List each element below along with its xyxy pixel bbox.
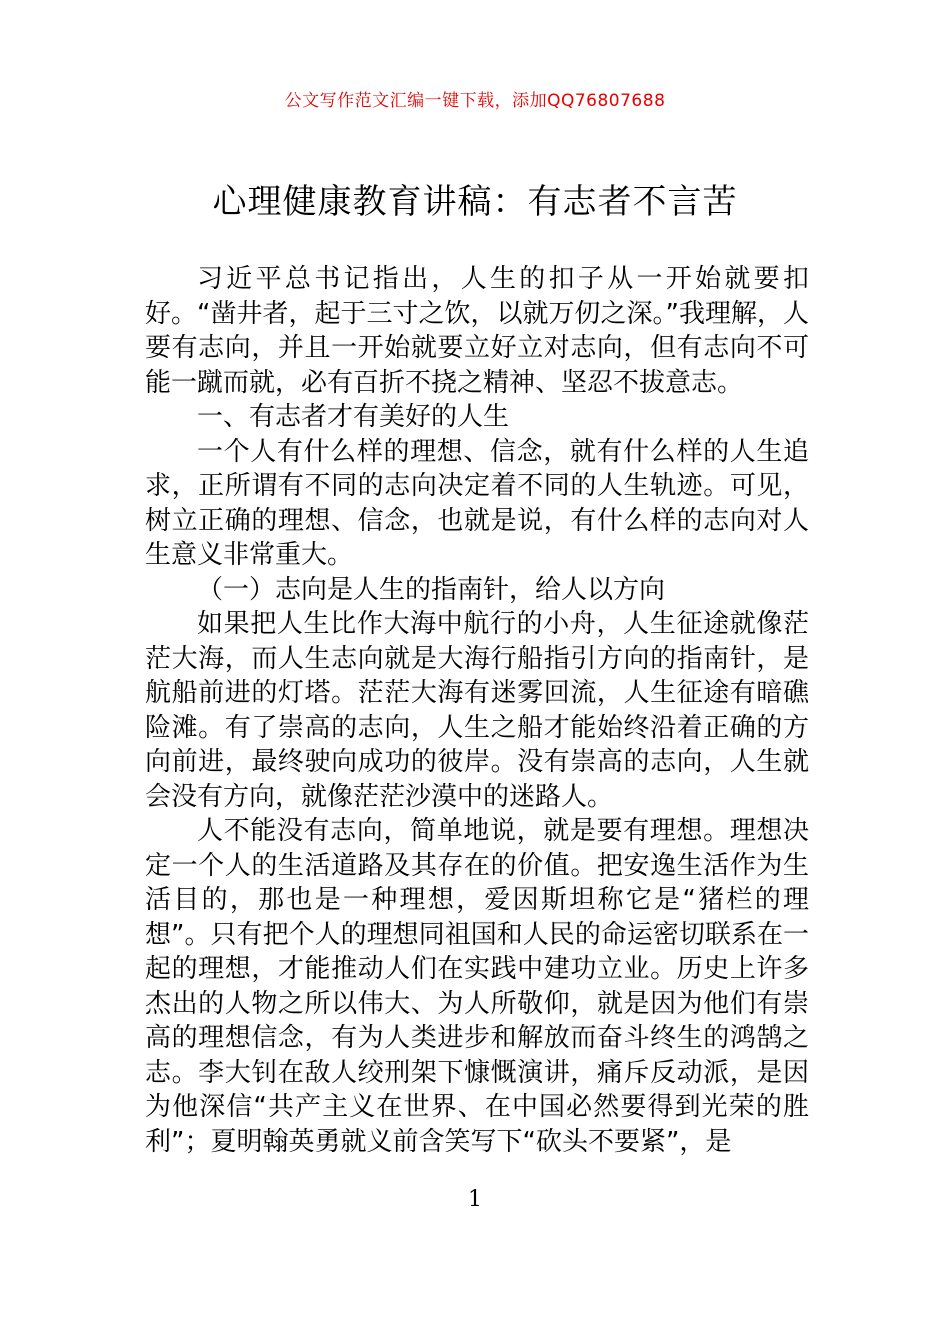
subsection-heading-1: （一）志向是人生的指南针，给人以方向 — [197, 574, 666, 605]
download-notice: 公文写作范文汇编一键下载，添加QQ76807688 — [284, 91, 666, 111]
paragraph: 人不能没有志向，简单地说，就是要有理想。理想决定一个人的生活道路及其存在的价值。把安逸生活作为生活目的，那也是一种理想，爱因斯坦称它是“猪栏的理想”。只有把个人的理想同祖国和人民的命运密切联系在一起的理想，才能推动人们在实践中建功立业。历史上许多杰出的人物之所以伟大、为人所敬仰，就是因为他们有崇高的理想信念，有为人类进步和解放而奋斗终生的鸿鹄之志。李大钊在敌人绞刑架下慷慨演讲，痛斥反动派，是因为他深信“共产主义在世界、在中国必然要得到光荣的胜利”；夏明翰英勇就义前含笑写下“砍头不要紧”，是 — [145, 816, 809, 1157]
paragraph-intro: 习近平总书记指出，人生的扣子从一开始就要扣好。“凿井者，起于三寸之饮，以就万仞之深。”我理解，人要有志向，并且一开始就要立好立对志向，但有志向不可能一蹴而就，必有百折不挠之精神、坚忍不拔意志。 — [145, 264, 809, 398]
document-title: 心理健康教育讲稿：有志者不言苦 — [212, 182, 738, 222]
document-body — [145, 262, 809, 1159]
section-heading-1: 一、有志者才有美好的人生 — [197, 402, 510, 432]
paragraph: 如果把人生比作大海中航行的小舟，人生征途就像茫茫大海，而人生志向就是大海行船指引方向的指南针，是航船前进的灯塔。茫茫大海有迷雾回流，人生征途有暗礁险滩。有了崇高的志向，人生之船才能始终沿着正确的方向前进，最终驶向成功的彼岸。没有崇高的志向，人生就会没有方向，就像茫茫沙漠中的迷路人。 — [145, 609, 809, 812]
paragraph: 一个人有什么样的理想、信念，就有什么样的人生追求，正所谓有不同的志向决定着不同的人生轨迹。可见，树立正确的理想、信念，也就是说，有什么样的志向对人生意义非常重大。 — [145, 436, 809, 570]
page-number: 1 — [468, 1187, 482, 1212]
